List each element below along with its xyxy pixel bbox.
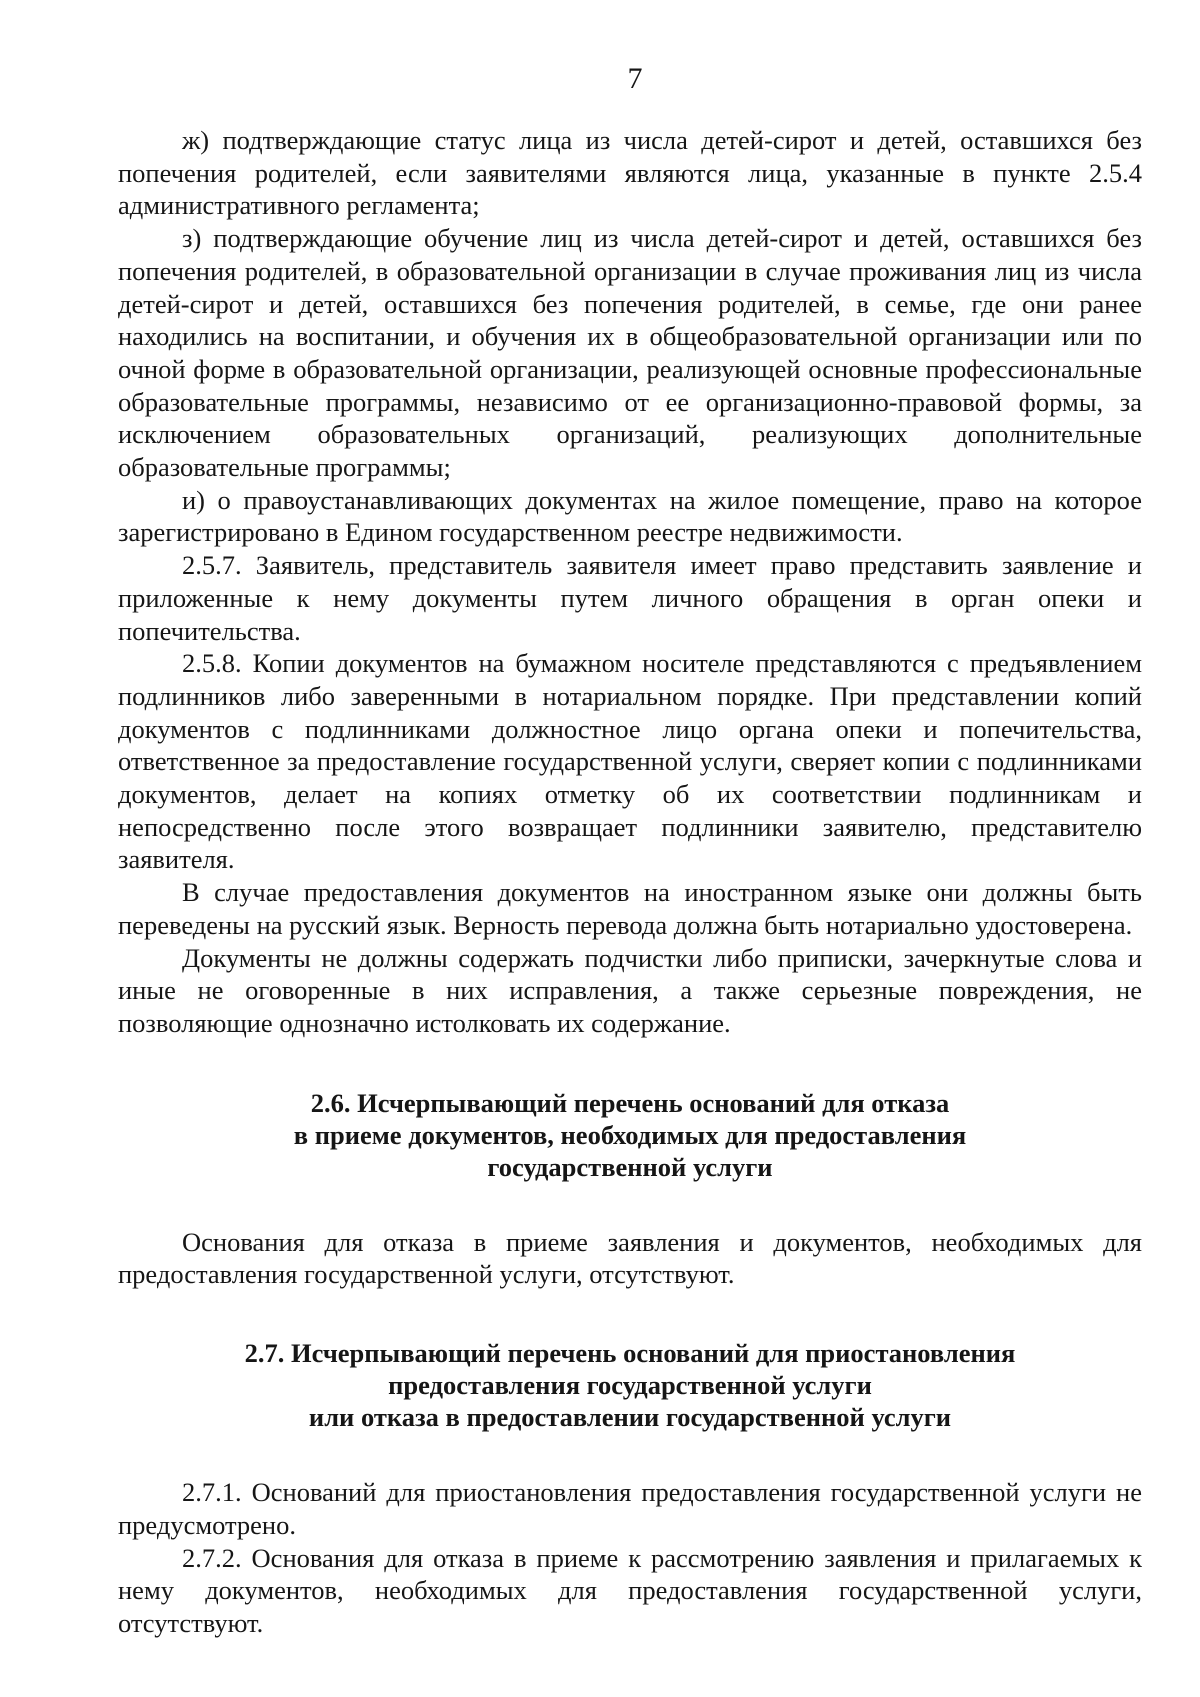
paragraph-2-7-1: 2.7.1. Оснований для приостановления предоставления государственной услуги не предусмотрено. [118, 1477, 1142, 1540]
paragraph-item-i: и) о правоустанавливающих документах на жилое помещение, право на которое зарегистрировано в Едином государственном реестре недвижимости. [118, 484, 1142, 548]
paragraph-item-zh: ж) подтверждающие статус лица из числа детей-сирот и детей, оставшихся без попечения родителей, если заявителями являются лица, указанные в пункте 2.5.4 административного регламента; [118, 125, 1142, 221]
section-heading-2-7 [118, 1337, 1142, 1433]
paragraph-foreign-language: В случае предоставления документов на иностранном языке они должны быть переведены на русский язык. Верность перевода должна быть нотариально удостоверена. [118, 877, 1142, 940]
section-heading-2-7-line-2: предоставления государственной услуги [388, 1370, 872, 1401]
paragraph-2-7-2: 2.7.2. Основания для отказа в приеме к рассмотрению заявления и прилагаемых к нему документов, необходимых для предоставления государственной услуги, отсутствуют. [118, 1542, 1142, 1638]
paragraph-item-z: з) подтверждающие обучение лиц из числа детей-сирот и детей, оставшихся без попечения родителей, в образовательной организации в случае проживания лиц из числа детей-сирот и детей, оставшихся без попечения родителей, в семье, где они ранее находились на воспитании, и обучения их в общеобразовательной организации или по очной форме в образовательной организации, реализующей основные профессиональные образовательные программы, независимо от ее организационно-правовой формы, за исключением образовательных организаций, реализующих дополнительные образовательные программы; [118, 223, 1142, 483]
page-number: 7 [627, 62, 643, 95]
section-heading-2-6 [118, 1087, 1142, 1183]
section-heading-2-6-line-3: государственной услуги [487, 1151, 773, 1182]
paragraph-2-5-8: 2.5.8. Копии документов на бумажном носителе представляются с предъявлением подлинников либо заверенными в нотариальном порядке. При представлении копий документов с подлинниками должностное лицо органа опеки и попечительства, ответственное за предоставление государственной услуги, сверяет копии с подлинниками документов, делает на копиях отметку об их соответствии подлинникам и непосредственно после этого возвращает подлинники заявителю, представителю заявителя. [118, 648, 1142, 875]
section-heading-2-7-line-1: 2.7. Исчерпывающий перечень оснований для приостановления [244, 1338, 1016, 1369]
section-heading-2-6-line-1: 2.6. Исчерпывающий перечень оснований для отказа [310, 1087, 950, 1118]
document-body [118, 124, 1142, 1640]
paragraph-2-6: Основания для отказа в приеме заявления и документов, необходимых для предоставления государственной услуги, отсутствуют. [118, 1226, 1142, 1290]
paragraph-2-5-7: 2.5.7. Заявитель, представитель заявителя имеет право представить заявление и приложенные к нему документы путем личного обращения в орган опеки и попечительства. [118, 550, 1142, 646]
section-heading-2-7-line-3: или отказа в предоставлении государственной услуги [308, 1402, 952, 1433]
section-heading-2-6-line-2: в приеме документов, необходимых для предоставления [293, 1119, 967, 1150]
paragraph-document-requirements: Документы не должны содержать подчистки либо приписки, зачеркнутые слова и иные не оговоренные в них исправления, а также серьезные повреждения, не позволяющие однозначно истолковать их содержание. [118, 942, 1142, 1038]
